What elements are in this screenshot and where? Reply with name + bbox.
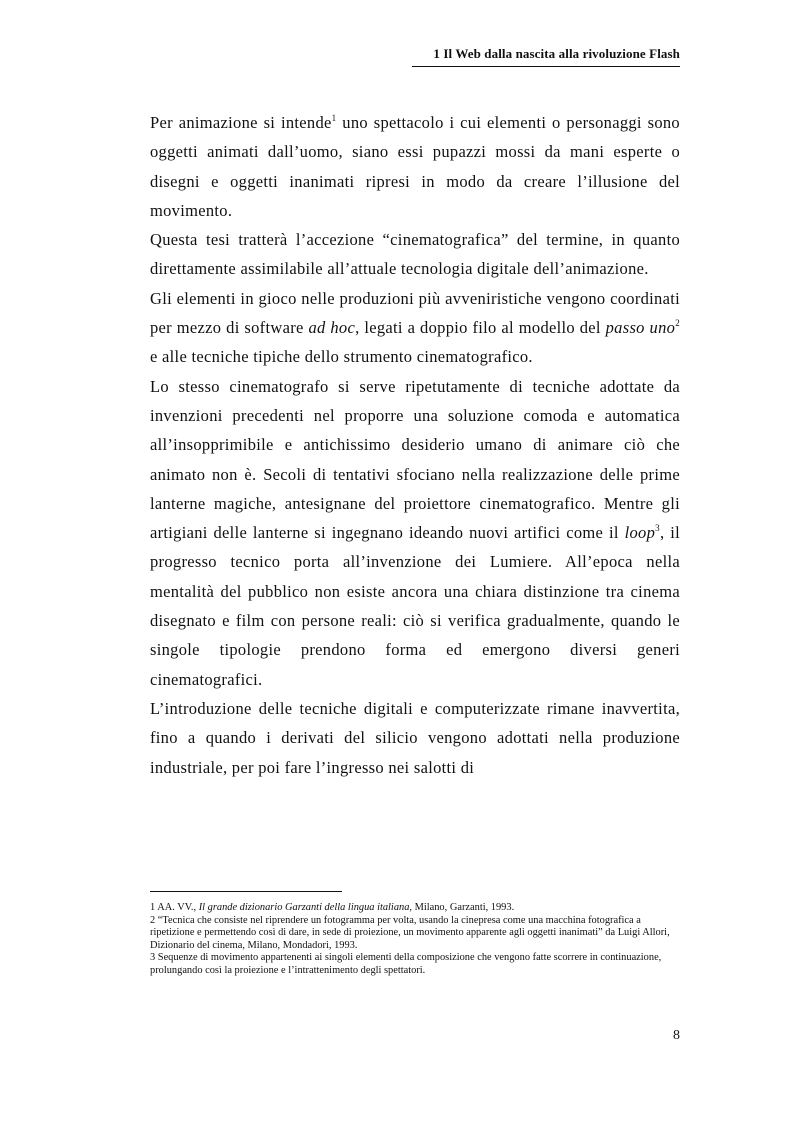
text-run: , il progresso tecnico porta all’invenzione dei Lumiere. All’epoca nella mentalità del pubblico non esiste ancora una chiara distinzione tra cinema disegnato e film con persone reali: ciò si verifica gradualmente, quando le singole tipologie prendono forma ed emergono diversi generi cinematografici. <box>150 523 680 689</box>
emphasis-dictionary-title: Il grande dizionario Garzanti della lingua italiana <box>198 902 410 913</box>
footnote-3: 3 Sequenze di movimento appartenenti ai singoli elementi della composizione che vengono fatte scorrere in continuazione, prolungando così la proiezione e l’intrattenimento degli spettatori. <box>150 952 662 976</box>
paragraph-software <box>150 284 680 372</box>
paragraph-animation-definition <box>150 108 680 225</box>
footnote-ref-1: 1 <box>331 113 337 123</box>
paragraph-thesis-scope: Questa tesi tratterà l’accezione “cinematografica” del termine, in quanto direttamente assimilabile all’attuale tecnologia digitale dell’animazione. <box>150 230 680 279</box>
page-number: 8 <box>673 1028 680 1043</box>
footnotes <box>150 902 680 978</box>
text-run: 1 AA. VV., <box>150 902 199 913</box>
footnote-separator <box>150 891 342 892</box>
paragraph-digital-techniques: L’introduzione delle tecniche digitali e computerizzate rimane inavvertita, fino a quando i derivati del silicio vengono adottati nella produzione industriale, per poi fare l’ingresso nei salotti di <box>150 698 680 777</box>
emphasis-loop: loop <box>624 523 656 543</box>
footnote-ref-3: 3 <box>655 523 660 534</box>
text-run: , Milano, Garzanti, 1993. <box>409 902 515 913</box>
body-text <box>150 108 680 782</box>
text-run: Per animazione si intende <box>150 113 332 132</box>
footnote-ref-2: 2 <box>675 318 680 329</box>
text-run: Gli elementi in gioco nelle produzioni più avveniristiche vengono coordinati per mezzo di software <box>150 288 680 338</box>
text-run: uno spettacolo i cui elementi o personaggi sono oggetti animati dall’uomo, siano essi pupazzi mossi da mani esperte o disegni e oggetti inanimati ripresi in modo da creare l’illusione del movimento. <box>150 113 680 220</box>
text-run: Lo stesso cinematografo si serve ripetutamente di tecniche adottate da invenzioni precedenti nel proporre una soluzione comoda e automatica all’insopprimibile e antichissimo desiderio umano di animare ciò che animato non è. Secoli di tentativi sfociano nella realizzazione delle prime lanterne magiche, antesignane del proiettore cinematografico. Mentre gli artigiani delle lanterne si ingegnano ideando nuovi artifici come il <box>150 376 680 543</box>
footnote-1 <box>150 902 680 915</box>
emphasis-ad-hoc: ad hoc <box>308 318 356 338</box>
paragraph-cinematograph-history <box>150 372 680 694</box>
emphasis-passo-uno: passo uno <box>605 318 676 338</box>
text-run: , legati a doppio filo al modello del <box>355 318 606 338</box>
footnote-2: 2 “Tecnica che consiste nel riprendere un fotogramma per volta, usando la cinepresa come una macchina fotografica a ripetizione e permettendo così di dare, in sede di proiezione, un movimento apparente agli oggetti inanimati” da Luigi Allori, Dizionario del cinema, Milano, Mondadori, 1993. <box>150 914 670 951</box>
text-run: e alle tecniche tipiche dello strumento cinematografico. <box>150 347 533 367</box>
running-header: 1 Il Web dalla nascita alla rivoluzione Flash <box>433 46 680 61</box>
header-rule <box>412 66 680 67</box>
